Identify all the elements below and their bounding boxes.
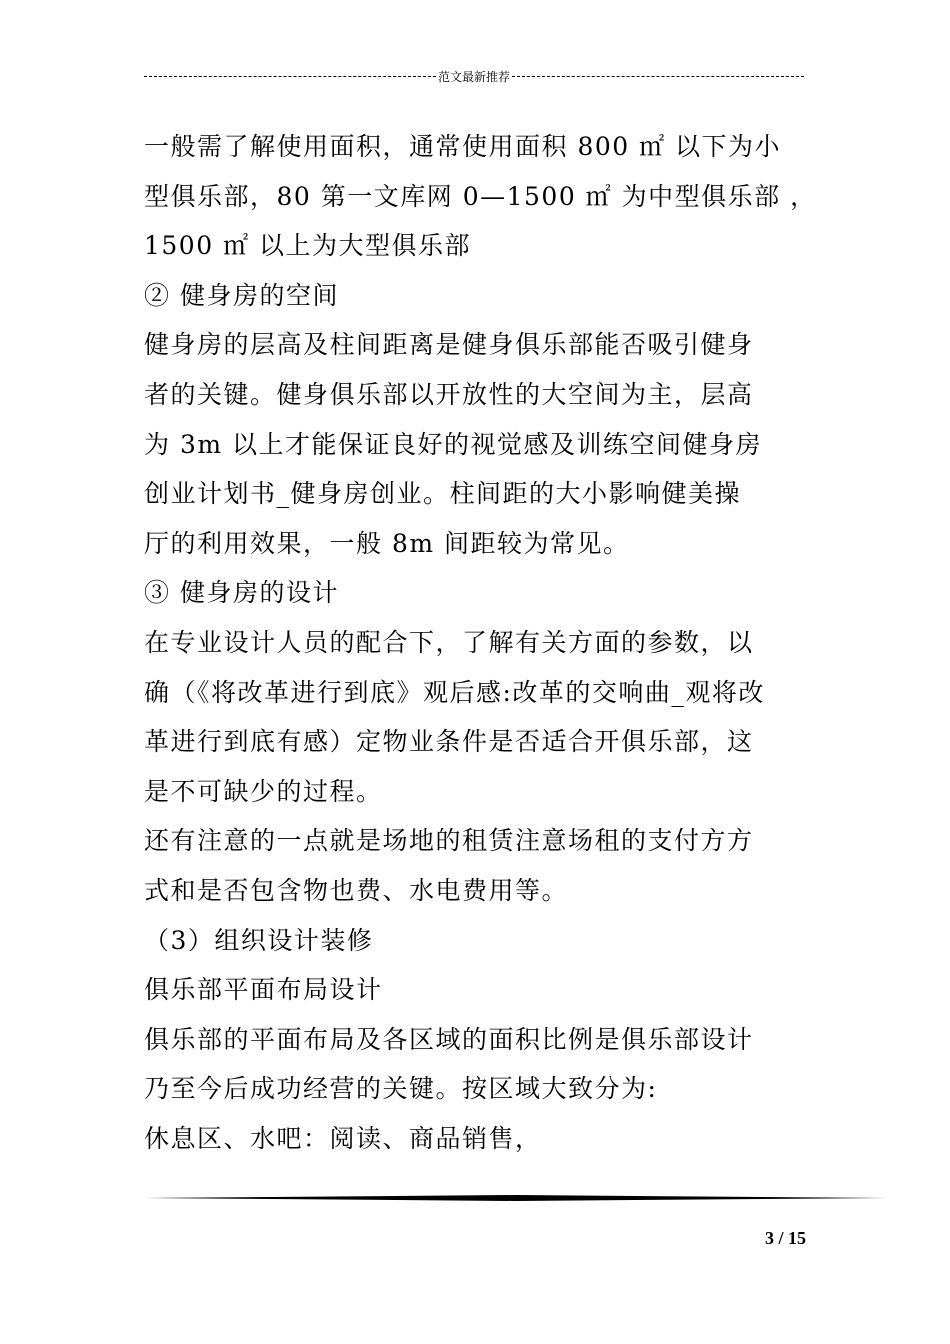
body-line: 是不可缺少的过程。	[144, 776, 383, 806]
body-line: 在专业设计人员的配合下，了解有关方面的参数，以	[144, 627, 754, 657]
body-line: 一般需了解使用面积，通常使用面积 800 ㎡ 以下为小	[144, 132, 782, 161]
header-dash-right	[512, 76, 804, 77]
body-line: 俱乐部的平面布局及各区域的面积比例是俱乐部设计	[144, 1024, 754, 1054]
body-line: 1500 ㎡ 以上为大型俱乐部	[144, 231, 472, 261]
section-heading: ② 健身房的空间	[144, 280, 339, 310]
body-line: 为 3m 以上才能保证良好的视觉感及训练空间健身房	[144, 429, 763, 459]
body-line: 确（《将改革进行到底》观后感:改革的交响曲_观将改	[144, 677, 765, 707]
section-heading: （3）组织设计装修	[144, 925, 374, 955]
subsection-heading: 俱乐部平面布局设计	[144, 975, 383, 1005]
body-line: 休息区、水吧：阅读、商品销售，	[144, 1123, 542, 1153]
body-line: 健身房的层高及柱间距离是健身俱乐部能否吸引健身	[144, 330, 754, 360]
page-header	[144, 64, 804, 88]
body-line: 者的关键。健身俱乐部以开放性的大空间为主，层高	[144, 379, 754, 409]
body-line: 还有注意的一点就是场地的租赁注意场租的支付方方	[144, 826, 754, 856]
footer-rule	[144, 1194, 888, 1202]
page-number: 3 / 15	[764, 1228, 806, 1248]
body-line: 厅的利用效果，一般 8m 间距较为常见。	[144, 528, 630, 558]
body-line: 创业计划书_健身房创业。柱间距的大小影响健美操	[144, 479, 742, 509]
body-line: 型俱乐部，80 第一文库网 0—1500 ㎡ 为中型俱乐部 ，	[144, 181, 817, 211]
header-title: 范文最新推荐	[438, 69, 511, 84]
body-line: 乃至今后成功经营的关键。按区域大致分为:	[144, 1074, 658, 1104]
body-line: 革进行到底有感）定物业条件是否适合开俱乐部，这	[144, 727, 754, 757]
document-body	[144, 122, 817, 1163]
section-heading: ③ 健身房的设计	[144, 578, 339, 608]
header-dash-left	[144, 76, 436, 77]
body-line: 式和是否包含物也费、水电费用等。	[144, 875, 569, 905]
